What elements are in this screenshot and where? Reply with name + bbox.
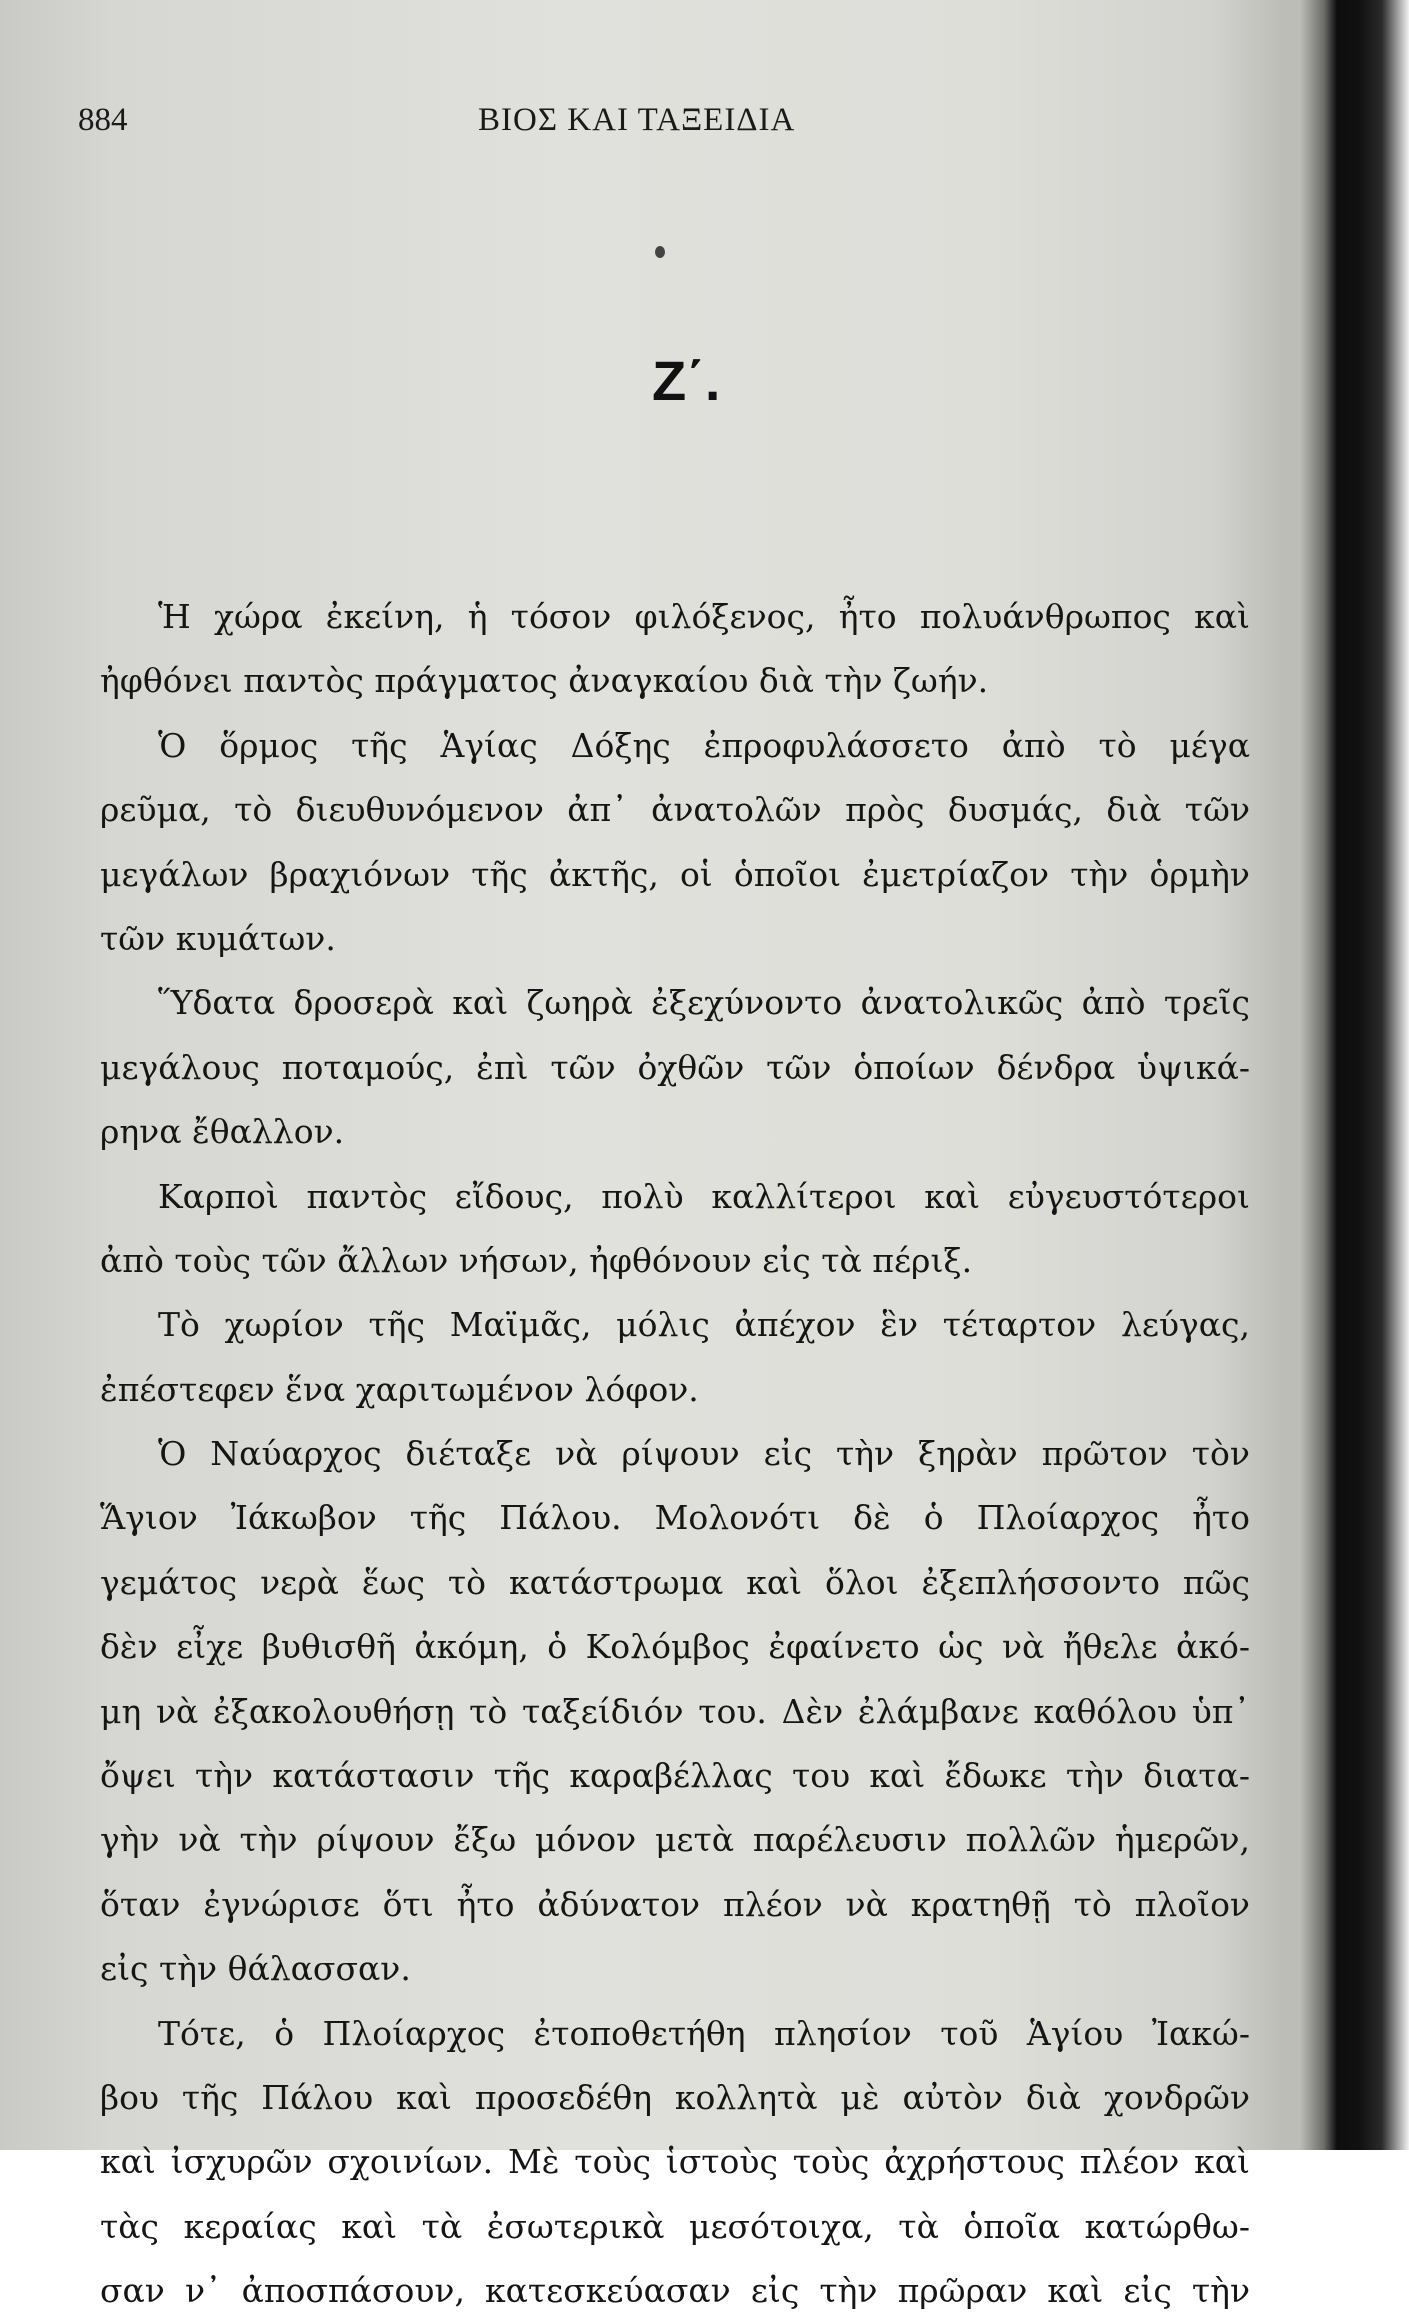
text-line: μεγάλων βραχιόνων τῆς ἀκτῆς, οἱ ὁποῖοι ἐμετρίαζον τὴν ὁρμὴν — [100, 854, 1250, 894]
text-line: ρεῦμα, τὸ διευθυνόμενον ἀπ᾽ ἀνατολῶν πρὸς δυσμάς, διὰ τῶν — [100, 790, 1250, 830]
text-line: ὅταν ἐγνώρισε ὅτι ἦτο ἀδύνατον πλέον νὰ κρατηθῇ τὸ πλοῖον — [100, 1884, 1250, 1924]
text-line: μεγάλους ποταμούς, ἐπὶ τῶν ὀχθῶν τῶν ὁποίων δένδρα ὑψικά- — [100, 1047, 1250, 1087]
text-line: τὰς κεραίας καὶ τὰ ἐσωτερικὰ μεσότοιχα, τὰ ὁποῖα κατώρθω- — [100, 2206, 1250, 2246]
text-line: Τὸ χωρίον τῆς Μαϊμᾶς, μόλις ἀπέχον ἓν τέταρτον λεύγας, — [158, 1305, 1250, 1345]
binding-gutter-shadow — [1300, 0, 1409, 2150]
text-line: Καρποὶ παντὸς εἴδους, πολὺ καλλίτεροι καὶ εὐγευστότεροι — [158, 1176, 1250, 1216]
text-line: δὲν εἶχε βυθισθῆ ἀκόμη, ὁ Κολόμβος ἐφαίνετο ὡς νὰ ἤθελε ἀκό- — [100, 1627, 1250, 1667]
text-line: Ὁ Ναύαρχος διέταξε νὰ ρίψουν εἰς τὴν ξηρὰν πρῶτον τὸν — [158, 1434, 1250, 1474]
text-line: ἠφθόνει παντὸς πράγματος ἀναγκαίου διὰ τὴν ζωήν. — [100, 661, 989, 701]
text-line: Ἡ χώρα ἐκείνη, ἡ τόσον φιλόξενος, ἦτο πολυάνθρωπος καὶ — [158, 597, 1250, 636]
running-head: ΒΙΟΣ ΚΑΙ ΤΑΞΕΙΔΙΑ — [478, 102, 796, 138]
chapter-numeral: Ζ΄. — [652, 349, 721, 412]
text-line: τῶν κυμάτων. — [100, 918, 336, 958]
text-line: γεμάτος νερὰ ἕως τὸ κατάστρωμα καὶ ὅλοι ἐξεπλήσσοντο πῶς — [100, 1562, 1250, 1602]
text-line: Ἅγιον Ἰάκωβον τῆς Πάλου. Μολονότι δὲ ὁ Πλοίαρχος ἦτο — [100, 1498, 1250, 1538]
text-line: σαν ν᾽ ἀποσπάσουν, κατεσκεύασαν εἰς τὴν πρῶραν καὶ εἰς τὴν — [100, 2271, 1250, 2311]
page-header — [78, 102, 1278, 152]
text-line: εἰς τὴν θάλασσαν. — [100, 1949, 411, 1989]
text-line: ρηνα ἔθαλλον. — [100, 1112, 345, 1152]
text-line: ἀπὸ τοὺς τῶν ἄλλων νήσων, ἠφθόνουν εἰς τὰ πέριξ. — [100, 1240, 973, 1280]
text-line: Ὕδατα δροσερὰ καὶ ζωηρὰ ἐξεχύνοντο ἀνατολικῶς ἀπὸ τρεῖς — [158, 983, 1250, 1023]
text-line: ἐπέστεφεν ἕνα χαριτωμένον λόφον. — [100, 1369, 699, 1409]
text-line: ὄψει τὴν κατάστασιν τῆς καραβέλλας του καὶ ἔδωκε τὴν διατα- — [100, 1756, 1250, 1796]
text-line: καὶ ἰσχυρῶν σχοινίων. Μὲ τοὺς ἱστοὺς τοὺς ἀχρήστους πλέον καὶ — [100, 2142, 1250, 2182]
ornament-dot — [655, 246, 665, 258]
text-line: βου τῆς Πάλου καὶ προσεδέθη κολλητὰ μὲ αὐτὸν διὰ χονδρῶν — [100, 2077, 1250, 2117]
text-line: Τότε, ὁ Πλοίαρχος ἐτοποθετήθη πλησίον τοῦ Ἁγίου Ἰακώ- — [158, 2013, 1250, 2053]
text-line: Ὁ ὅρμος τῆς Ἁγίας Δόξης ἐπροφυλάσσετο ἀπὸ τὸ μέγα — [158, 725, 1250, 765]
text-line: γὴν νὰ τὴν ρίψουν ἔξω μόνον μετὰ παρέλευσιν πολλῶν ἡμερῶν, — [100, 1820, 1250, 1860]
page-number: 884 — [78, 102, 128, 138]
text-line: μη νὰ ἐξακολουθήσῃ τὸ ταξείδιόν του. Δὲν ἐλάμβανε καθόλου ὑπ᾽ — [100, 1691, 1250, 1731]
body-text — [100, 585, 1250, 2324]
